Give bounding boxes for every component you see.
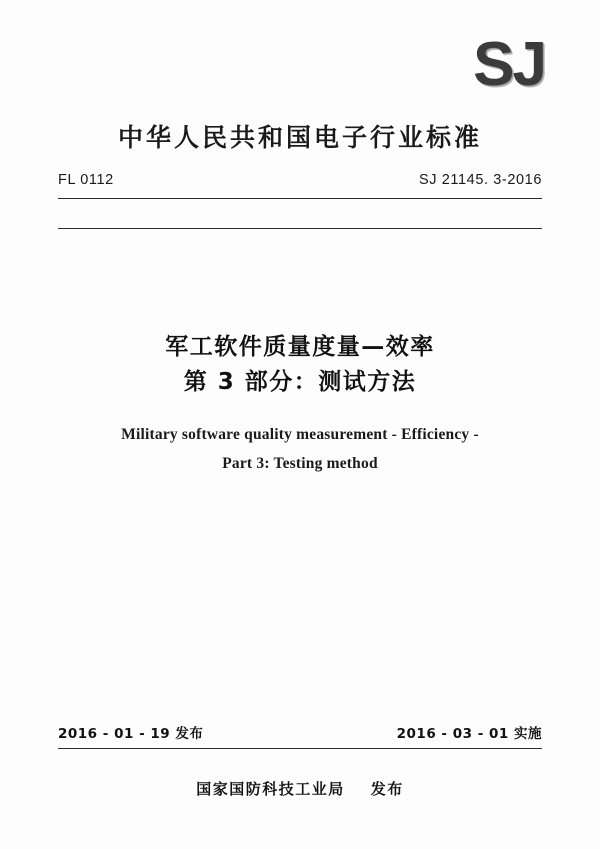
standard-number: SJ 21145. 3-2016 bbox=[418, 172, 542, 188]
standard-code-row bbox=[58, 172, 542, 188]
title-chinese-line-2: 第 3 部分：测试方法 bbox=[183, 368, 417, 395]
implementation-date: 2016 - 03 - 01 实施 bbox=[396, 726, 542, 742]
standard-header-title: 中华人民共和国电子行业标准 bbox=[117, 123, 482, 152]
header-divider-second bbox=[58, 228, 542, 229]
issue-date: 2016 - 01 - 19 发布 bbox=[58, 726, 204, 742]
title-english-line-2: Part 3: Testing method bbox=[222, 454, 378, 472]
sj-logo: SJ bbox=[473, 30, 545, 99]
dates-row bbox=[58, 722, 542, 742]
publisher-action: 发布 bbox=[370, 780, 404, 798]
publisher-line bbox=[0, 778, 600, 799]
title-block bbox=[0, 330, 600, 478]
publisher-name: 国家国防科技工业局 bbox=[196, 780, 345, 798]
title-chinese-line-1: 军工软件质量度量—效率 bbox=[165, 334, 435, 360]
classification-code: FL 0112 bbox=[58, 172, 114, 188]
title-english-line-1: Military software quality measurement - Efficiency - bbox=[121, 426, 479, 443]
header-divider-top bbox=[58, 198, 542, 199]
footer-divider bbox=[58, 748, 542, 749]
